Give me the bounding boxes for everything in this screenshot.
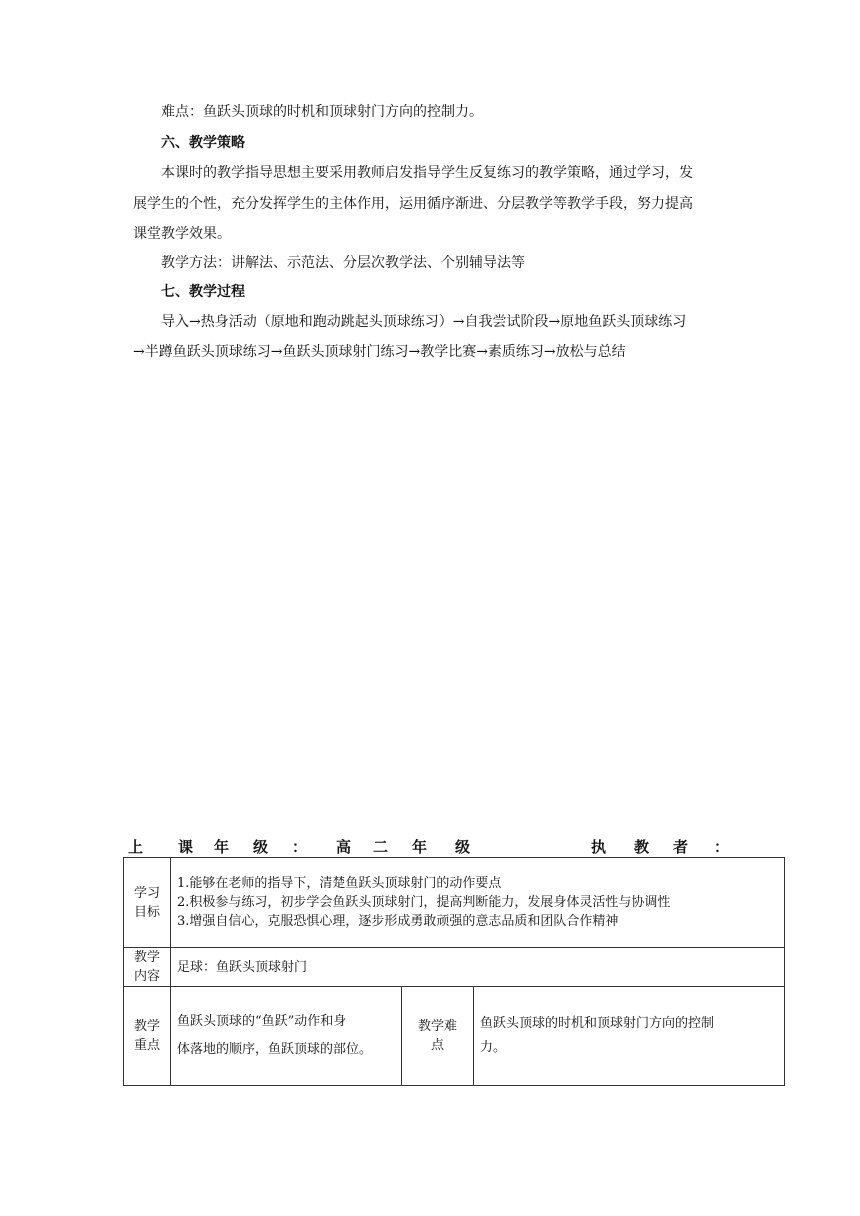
header-char: 年 bbox=[214, 838, 230, 856]
goals-label-cell bbox=[124, 858, 171, 948]
difficulty-line-1: 鱼跃头顶球的时机和顶球射门方向的控制 bbox=[480, 1016, 715, 1031]
goals-cell bbox=[171, 858, 785, 948]
strategy-paragraph-line-2: 展学生的个性，充分发挥学生的主体作用，运用循序渐进、分层教学等教学手段，努力提高 bbox=[133, 196, 693, 212]
key-points-line-1: 鱼跃头顶球的“鱼跃”动作和身 bbox=[177, 1014, 347, 1029]
content-label-cell bbox=[124, 948, 171, 987]
table-row bbox=[124, 948, 785, 987]
difficulty-label-line-1: 教学难 bbox=[417, 1019, 457, 1034]
content-cell: 足球：鱼跃头顶球射门 bbox=[171, 948, 785, 987]
goals-label-line-2: 目标 bbox=[133, 904, 160, 920]
header-char: 者 bbox=[673, 838, 689, 856]
table-row bbox=[124, 858, 785, 948]
section-6-heading: 六、教学策略 bbox=[161, 135, 245, 151]
key-points-label-line-1: 教学 bbox=[133, 1019, 160, 1034]
process-paragraph-line-2: →半蹲鱼跃头顶球练习→鱼跃头顶球射门练习→教学比赛→素质练习→放松与总结 bbox=[133, 344, 626, 360]
key-points-label-line-2: 重点 bbox=[133, 1038, 160, 1053]
header-char: 高 bbox=[336, 838, 352, 856]
goal-item: 3.增强自信心，克服恐惧心理，逐步形成勇敢顽强的意志品质和团队合作精神 bbox=[177, 914, 619, 929]
header-char: 教 bbox=[634, 838, 650, 856]
key-points-line-2: 体落地的顺序，鱼跃顶球的部位。 bbox=[177, 1042, 373, 1057]
methods-paragraph: 教学方法：讲解法、示范法、分层次教学法、个别辅导法等 bbox=[161, 255, 525, 271]
strategy-paragraph-line-1: 本课时的教学指导思想主要采用教师启发指导学生反复练习的教学策略，通过学习，发 bbox=[161, 165, 693, 181]
goal-item: 1.能够在老师的指导下，清楚鱼跃头顶球射门的动作要点 bbox=[177, 876, 502, 891]
content-label-line-2: 内容 bbox=[133, 969, 160, 984]
header-char: 上 bbox=[128, 838, 144, 856]
difficulty-label-cell bbox=[402, 987, 474, 1086]
difficulty-label-line-2: 点 bbox=[430, 1038, 444, 1053]
difficulty-line-2: 力。 bbox=[480, 1040, 507, 1055]
goals-label-line-1: 学习 bbox=[133, 885, 160, 901]
header-char: 年 bbox=[412, 838, 428, 856]
header-char: 执 bbox=[591, 838, 607, 856]
header-char: ： bbox=[292, 838, 308, 856]
process-paragraph-line-1: 导入→热身活动（原地和跑动跳起头顶球练习）→自我尝试阶段→原地鱼跃头顶球练习 bbox=[161, 314, 687, 330]
class-info-header bbox=[128, 836, 748, 856]
table-row bbox=[124, 987, 785, 1086]
lesson-plan-table bbox=[123, 857, 785, 1086]
key-points-label-cell bbox=[124, 987, 171, 1086]
header-char: ： bbox=[714, 838, 730, 856]
strategy-paragraph-line-3: 课堂教学效果。 bbox=[133, 226, 231, 242]
header-char: 课 bbox=[178, 838, 194, 856]
goal-item: 2.积极参与练习，初步学会鱼跃头顶球射门，提高判断能力，发展身体灵活性与协调性 bbox=[177, 895, 671, 910]
difficulty-cell bbox=[474, 987, 785, 1086]
section-7-heading: 七、教学过程 bbox=[161, 284, 245, 300]
header-char: 二 bbox=[373, 838, 389, 856]
header-char: 级 bbox=[253, 838, 269, 856]
header-char: 级 bbox=[455, 838, 471, 856]
difficulty-paragraph: 难点：鱼跃头顶球的时机和顶球射门方向的控制力。 bbox=[161, 104, 483, 120]
content-label-line-1: 教学 bbox=[133, 950, 160, 965]
key-points-cell bbox=[171, 987, 402, 1086]
